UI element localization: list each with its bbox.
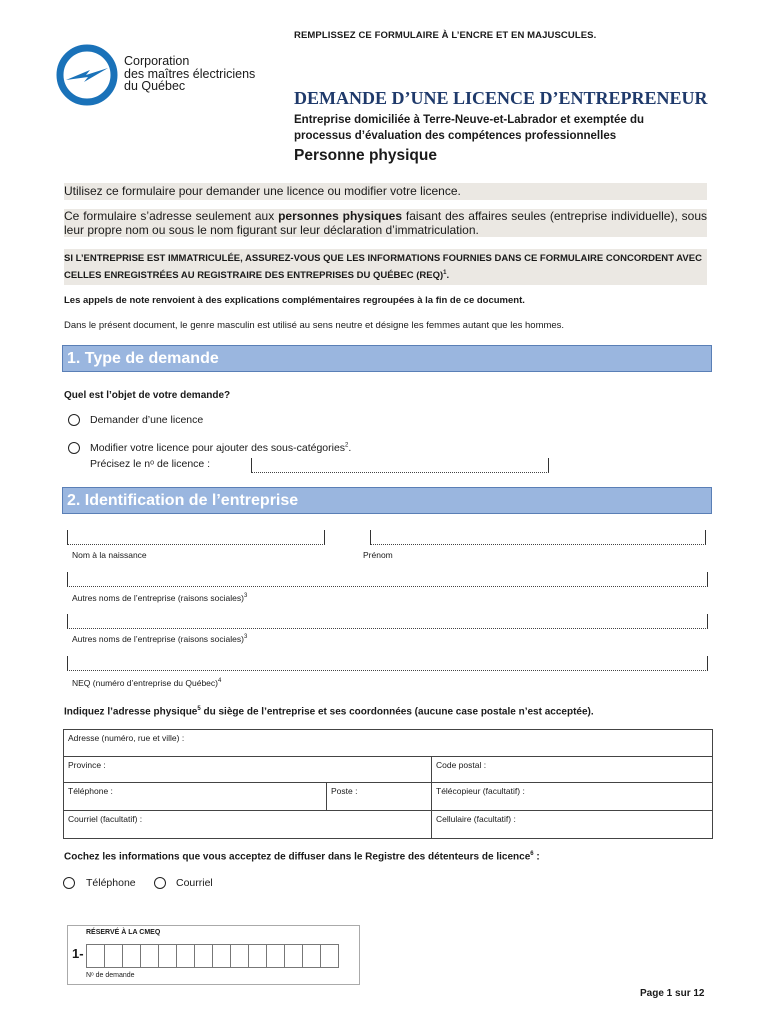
radio-request-licence-label: Demander d’une licence xyxy=(90,414,204,426)
neq-field[interactable] xyxy=(67,656,708,671)
licence-number-label: Précisez le nᵒ de licence : xyxy=(90,458,211,470)
checkbox-publish-email-label: Courriel xyxy=(176,877,213,889)
request-number-cell xyxy=(230,944,249,968)
fill-instruction: REMPLISSEZ CE FORMULAIRE À L’ENCRE ET EN MAJUSCULES. xyxy=(294,30,597,41)
request-number-cell xyxy=(284,944,303,968)
other-names-field-2[interactable] xyxy=(67,614,708,629)
request-number-cell xyxy=(86,944,105,968)
footnote-info: Les appels de note renvoient à des explications complémentaires regroupées à la fin de ce document. xyxy=(64,295,525,306)
radio-modify-licence[interactable] xyxy=(68,442,80,454)
extension-cell[interactable]: Poste : xyxy=(327,783,432,811)
form-title: DEMANDE D’UNE LICENCE D’ENTREPRENEUR xyxy=(294,88,708,108)
organization-name: Corporation des maîtres électriciens du Québec xyxy=(124,54,256,93)
birth-name-field[interactable] xyxy=(67,530,325,545)
checkbox-publish-phone[interactable] xyxy=(63,877,75,889)
page-number: Page 1 sur 12 xyxy=(640,988,705,999)
intro-paragraph-1: Utilisez ce formulaire pour demander une licence ou modifier votre licence. xyxy=(64,183,707,200)
address-question: Indiquez l’adresse physique$^5$ du siège de l’entreprise et ses coordonnées (aucune case postale n’est acceptée). xyxy=(64,706,594,718)
request-number-cell xyxy=(320,944,339,968)
checkbox-publish-phone-label: Téléphone xyxy=(86,877,136,889)
first-name-field[interactable] xyxy=(370,530,706,545)
intro-paragraph-2: Ce formulaire s’adresse seulement aux personnes physiques faisant des affaires seules (entreprise individuelle), sous leur propre nom ou sous le nom figurant sur leur déclaration d’immatriculation. xyxy=(64,209,707,237)
cellphone-cell[interactable]: Cellulaire (facultatif) : xyxy=(432,811,713,839)
email-cell[interactable]: Courriel (facultatif) : xyxy=(64,811,432,839)
request-prefix: 1- xyxy=(72,946,84,961)
licence-number-field[interactable] xyxy=(251,458,549,473)
request-number-cell xyxy=(302,944,321,968)
fax-cell[interactable]: Télécopieur (facultatif) : xyxy=(432,783,713,811)
section-1-header: 1. Type de demande xyxy=(62,345,712,372)
request-number-cell xyxy=(158,944,177,968)
radio-modify-licence-label: Modifier votre licence pour ajouter des sous-catégories$^2$. xyxy=(90,442,352,454)
request-number-cell xyxy=(122,944,141,968)
neq-label: NEQ (numéro d’entreprise du Québec)$^4$ xyxy=(72,678,222,688)
registry-question: Cochez les informations que vous acceptez de diffuser dans le Registre des détenteurs de licence$^6$ : xyxy=(64,851,540,863)
other-names-label-1: Autres noms de l’entreprise (raisons sociales)$^3$ xyxy=(72,593,248,603)
reserved-title: RÉSERVÉ À LA CMEQ xyxy=(86,929,161,936)
request-number-cell xyxy=(140,944,159,968)
birth-name-label: Nom à la naissance xyxy=(72,550,147,560)
request-number-cells xyxy=(86,944,338,968)
other-names-field-1[interactable] xyxy=(67,572,708,587)
req-warning: SI L’ENTREPRISE EST IMMATRICULÉE, ASSUREZ-VOUS QUE LES INFORMATIONS FOURNIES DANS CE FORMULAIRE CONCORDENT AVEC CELLES ENREGISTRÉES AU REGISTRAIRE DES ENTREPRISES DU QUÉBEC (REQ)$^1$. xyxy=(64,249,707,285)
person-type: Personne physique xyxy=(294,147,437,164)
address-table xyxy=(63,729,713,839)
request-number-cell xyxy=(266,944,285,968)
province-cell[interactable]: Province : xyxy=(64,757,432,783)
form-subtitle: Entreprise domiciliée à Terre-Neuve-et-Labrador et exemptée du processus d’évaluation des compétences professionnelles xyxy=(294,114,645,142)
request-number-cell xyxy=(176,944,195,968)
address-cell[interactable]: Adresse (numéro, rue et ville) : xyxy=(64,730,713,757)
section-2-header: 2. Identification de l’entreprise xyxy=(62,487,712,514)
other-names-label-2: Autres noms de l’entreprise (raisons sociales)$^3$ xyxy=(72,634,248,644)
gender-note: Dans le présent document, le genre masculin est utilisé au sens neutre et désigne les femmes autant que les hommes. xyxy=(64,320,565,331)
phone-cell[interactable]: Téléphone : xyxy=(64,783,327,811)
request-question: Quel est l’objet de votre demande? xyxy=(64,390,231,401)
checkbox-publish-email[interactable] xyxy=(154,877,166,889)
request-number-cell xyxy=(212,944,231,968)
request-number-cell xyxy=(248,944,267,968)
postal-code-cell[interactable]: Code postal : xyxy=(432,757,713,783)
cmeq-logo-icon xyxy=(56,44,118,106)
first-name-label: Prénom xyxy=(363,550,393,560)
request-number-cell xyxy=(104,944,123,968)
request-number-label: Nᵒ de demande xyxy=(86,972,135,979)
radio-request-licence[interactable] xyxy=(68,414,80,426)
request-number-cell xyxy=(194,944,213,968)
